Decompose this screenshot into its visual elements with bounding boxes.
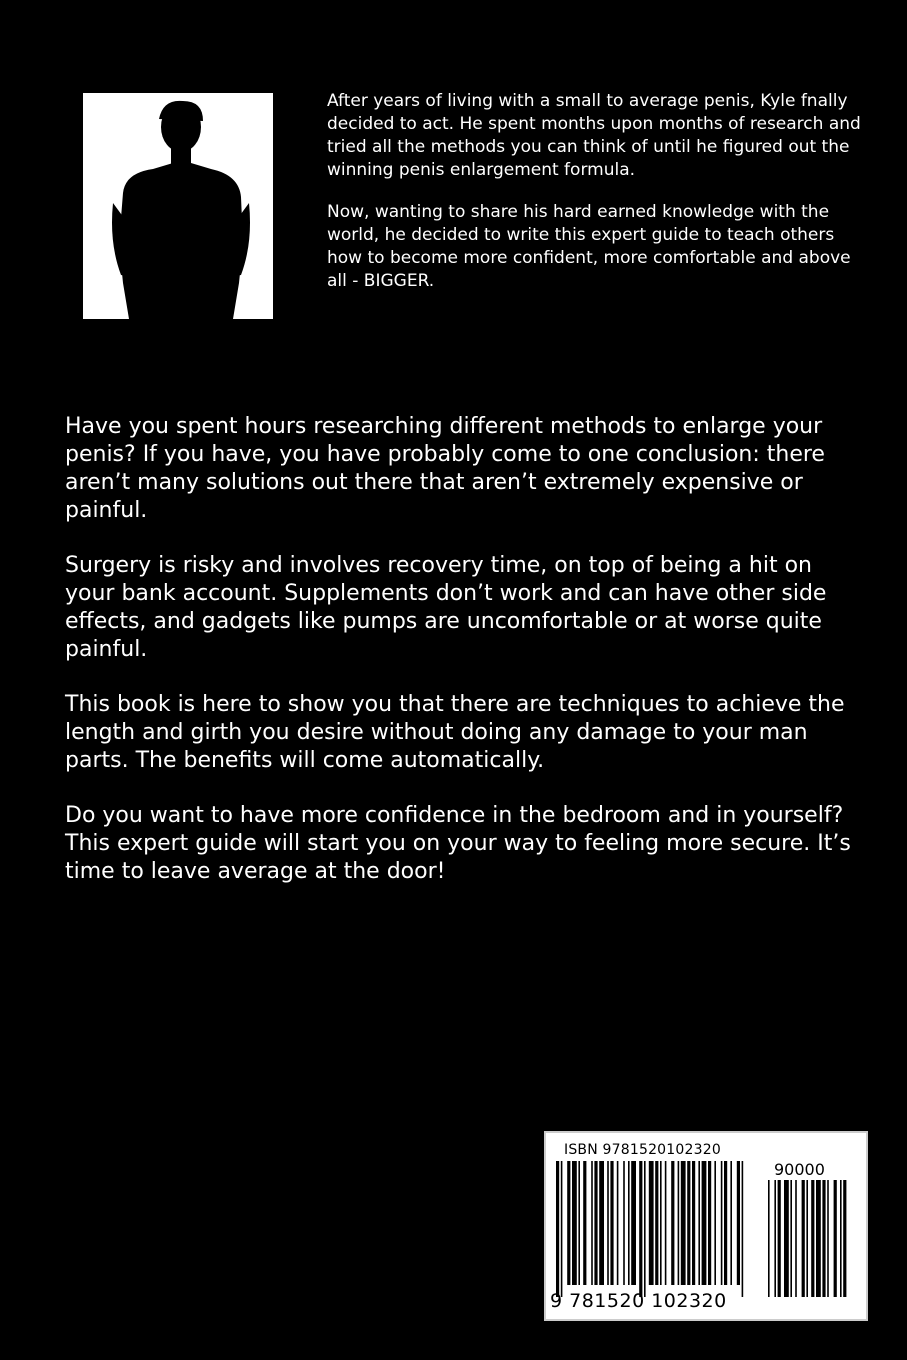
barcode-bar	[730, 1161, 732, 1285]
barcode-bar	[806, 1180, 808, 1297]
book-blurb	[65, 413, 865, 913]
blurb-paragraph: Do you want to have more confidence in the bedroom and in yourself? This expert guide will start you on your way to feeling more secure. It’s time to leave average at the door!	[65, 803, 851, 884]
barcode-bar	[594, 1161, 597, 1285]
author-bio-paragraph: Now, wanting to share his hard earned knowledge with the world, he decided to write this expert guide to teach others how to become more confident, more comfortable and above all - BIGGER.	[327, 202, 851, 291]
barcode-bar	[631, 1161, 636, 1285]
barcode-bar	[567, 1161, 570, 1285]
barcode-bar	[678, 1161, 680, 1285]
barcode-bar	[572, 1161, 577, 1285]
barcode-bar	[698, 1161, 700, 1285]
barcode-bar	[607, 1161, 609, 1285]
barcode-bar	[790, 1180, 792, 1297]
barcode-bar	[639, 1161, 642, 1297]
barcode-bar	[617, 1161, 619, 1285]
barcode-bar	[578, 1161, 580, 1285]
barcode-bar	[822, 1180, 825, 1297]
barcode-bar	[655, 1161, 658, 1285]
barcode-bar	[665, 1161, 667, 1285]
barcode-bar	[714, 1161, 716, 1285]
barcode-bar	[644, 1161, 646, 1297]
barcode-bar	[628, 1161, 630, 1285]
barcode-bar	[768, 1180, 770, 1297]
author-bio	[327, 90, 872, 312]
price-code: 90000	[774, 1160, 825, 1179]
barcode-bar	[737, 1161, 740, 1285]
barcode-bar	[610, 1161, 613, 1285]
barcode-bar	[827, 1180, 829, 1297]
barcode-bar	[742, 1161, 744, 1297]
barcode-bar	[583, 1161, 586, 1285]
barcode-bar	[795, 1180, 797, 1297]
barcode-bar	[816, 1180, 821, 1297]
barcode-bar	[802, 1180, 805, 1297]
barcode-digits: 9 781520 102320	[550, 1290, 727, 1312]
silhouette-icon	[83, 93, 273, 319]
barcode-bar	[660, 1161, 662, 1285]
barcode-bar	[778, 1180, 781, 1297]
barcode-bar	[724, 1161, 727, 1285]
barcode-bar	[840, 1180, 842, 1297]
isbn-barcode	[544, 1131, 868, 1321]
barcode-bar	[671, 1161, 674, 1285]
isbn-label: ISBN 9781520102320	[564, 1142, 721, 1158]
blurb-paragraph: Have you spent hours researching different methods to enlarge your penis? If you have, you have probably come to one conclusion: there aren’t many solutions out there that aren’t extremely expensive or painful.	[65, 414, 825, 523]
barcode-bar	[708, 1161, 711, 1285]
barcode-bar	[649, 1161, 654, 1285]
barcode-bar	[681, 1161, 686, 1285]
author-photo	[83, 93, 273, 319]
blurb-paragraph: This book is here to show you that there are techniques to achieve the length and girth you desire without doing any damage to your man parts. The benefits will come automatically.	[65, 692, 845, 773]
barcode-bar	[599, 1161, 604, 1285]
barcode-bar	[843, 1180, 846, 1297]
barcode-bar	[784, 1180, 789, 1297]
barcode-bar	[591, 1161, 593, 1285]
barcode-bar	[702, 1161, 707, 1285]
barcode-bar	[687, 1161, 690, 1285]
barcode-bar	[623, 1161, 625, 1285]
barcode-bar	[561, 1161, 563, 1297]
barcode-bar	[721, 1161, 723, 1285]
barcode-bar	[774, 1180, 776, 1297]
barcode-bar	[556, 1161, 559, 1297]
barcode-bar	[811, 1180, 814, 1297]
barcode-bar	[692, 1161, 695, 1285]
blurb-paragraph: Surgery is risky and involves recovery time, on top of being a hit on your bank account. Supplements don’t work and can have other side effects, and gadgets like pumps are uncomfortable or at worse quite painful.	[65, 553, 827, 662]
barcode-bar	[834, 1180, 837, 1297]
author-bio-paragraph: After years of living with a small to average penis, Kyle fnally decided to act. He spent months upon months of research and tried all the methods you can think of until he figured out the winning penis enlargement formula.	[327, 91, 861, 180]
